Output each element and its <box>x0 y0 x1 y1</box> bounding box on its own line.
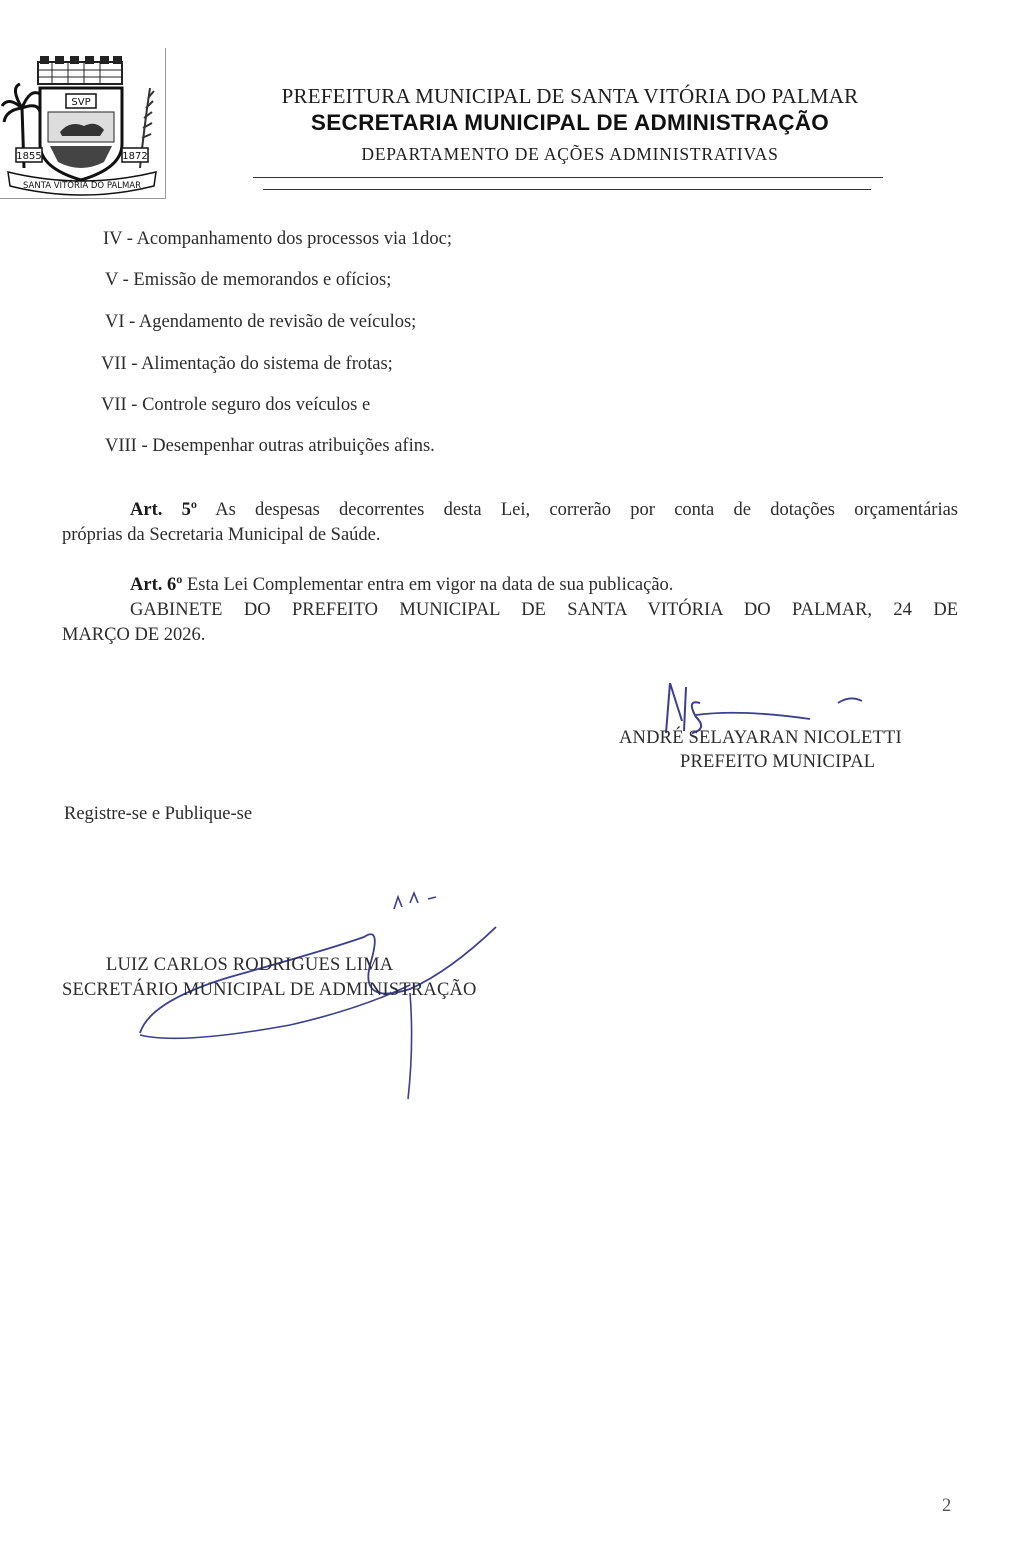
art6-text: Esta Lei Complementar entra em vigor na data de sua publicação. <box>186 575 674 595</box>
svg-text:SVP: SVP <box>71 97 91 108</box>
list-item: VII - Alimentação do sistema de frotas; <box>101 354 393 374</box>
header-secretaria: SECRETARIA MUNICIPAL DE ADMINISTRAÇÃO <box>310 110 830 135</box>
page-number: 2 <box>942 1496 952 1516</box>
secretary-name: LUIZ CARLOS RODRIGUES LIMA <box>106 955 394 975</box>
svg-text:SANTA VITÓRIA DO PALMAR: SANTA VITÓRIA DO PALMAR <box>22 181 142 191</box>
mayor-name: ANDRÉ SELAYARAN NICOLETTI <box>619 728 902 748</box>
list-item: VII - Controle seguro dos veículos e <box>101 395 371 415</box>
art5-text-line1: As despesas decorrentes desta Lei, correrão por conta de dotações orçamentárias <box>215 500 958 520</box>
list-item: VI - Agendamento de revisão de veículos; <box>105 312 417 332</box>
svg-text:1872: 1872 <box>122 151 148 162</box>
coat-of-arms <box>0 48 166 199</box>
svg-text:1855: 1855 <box>16 151 42 162</box>
list-item: VIII - Desempenhar outras atribuições afins. <box>105 436 435 456</box>
mayor-title: PREFEITO MUNICIPAL <box>680 752 876 772</box>
art5-first-line <box>130 498 958 523</box>
list-item: V - Emissão de memorandos e ofícios; <box>105 270 392 290</box>
header-departamento: DEPARTAMENTO DE AÇÕES ADMINISTRATIVAS <box>361 144 779 164</box>
secretary-title: SECRETÁRIO MUNICIPAL DE ADMINISTRAÇÃO <box>62 980 477 1000</box>
art5-label: Art. 5º <box>130 500 197 520</box>
header-prefeitura: PREFEITURA MUNICIPAL DE SANTA VITÓRIA DO PALMAR <box>281 84 859 108</box>
list-item: IV - Acompanhamento dos processos via 1doc; <box>103 229 453 249</box>
header-rule-top <box>253 177 883 178</box>
registre-publique: Registre-se e Publique-se <box>64 804 253 824</box>
gabinete-line1: GABINETE DO PREFEITO MUNICIPAL DE SANTA VITÓRIA DO PALMAR, 24 DE <box>130 600 958 620</box>
gabinete-line2: MARÇO DE 2026. <box>62 625 206 645</box>
coat-of-arms-icon <box>0 48 165 198</box>
art6-paragraph <box>130 573 673 598</box>
art6-label: Art. 6º <box>130 575 183 595</box>
art5-text-line2: próprias da Secretaria Municipal de Saúde. <box>62 525 381 545</box>
header-rule-bottom <box>263 189 871 190</box>
